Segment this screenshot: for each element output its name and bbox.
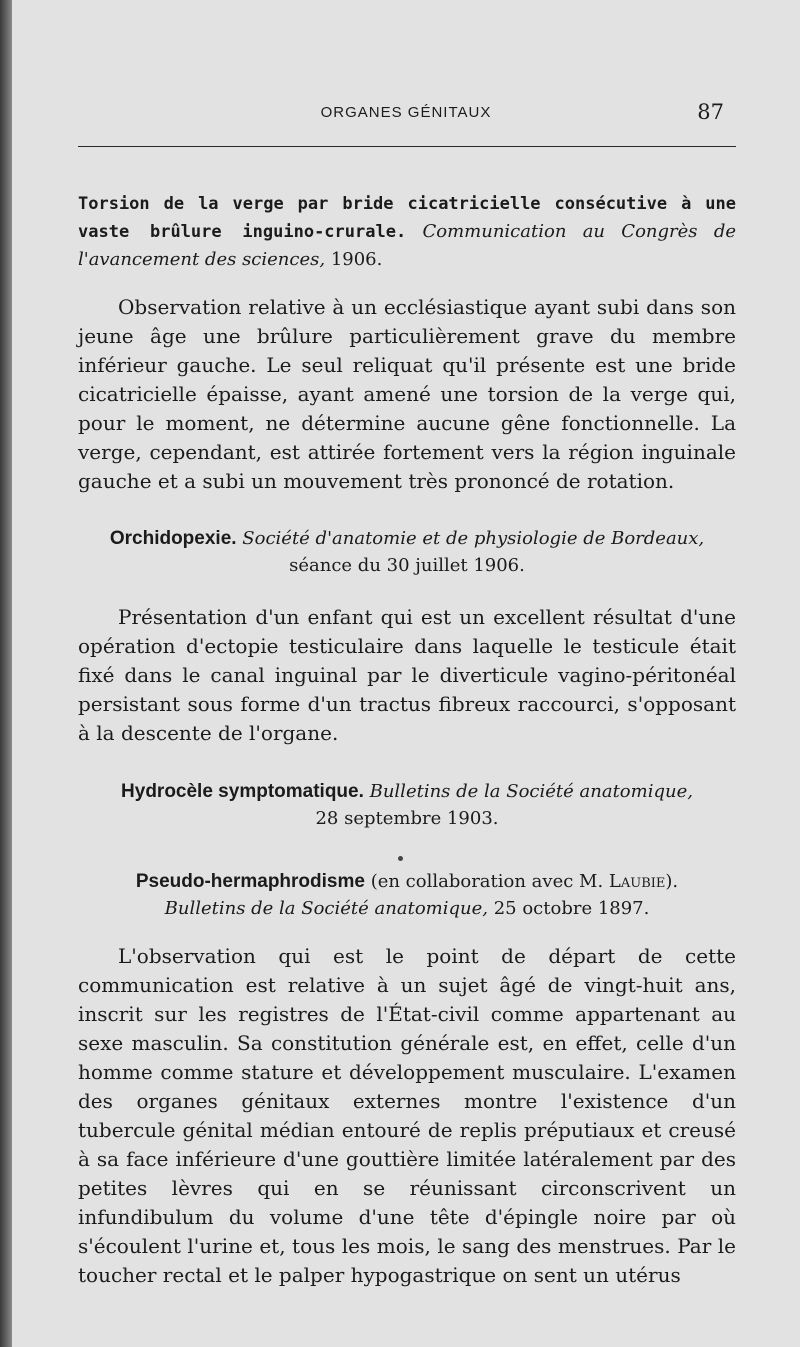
entry-date: 28 septembre 1903.: [315, 808, 499, 829]
entry-title-torsion: [78, 190, 736, 273]
header-rule: [78, 146, 736, 147]
collaborator-name: Laubie: [608, 871, 666, 892]
running-head: [12, 100, 800, 130]
entry-paragraph: Présentation d'un enfant qui est un excellent résultat d'une opération d'ectopie testiculaire dans laquelle le testicule était fixé dans le canal inguinal par le diverticule vagino-péritonéal persistant sous forme d'un tractus fibreux raccourci, s'opposant à la descente de l'organe.: [78, 605, 736, 745]
entry-heading: Orchidopexie.: [109, 528, 237, 549]
book-page: [12, 0, 800, 1347]
entry-heading: Hydrocèle symptomatique.: [121, 781, 364, 802]
entry-year: 1906.: [330, 249, 383, 270]
page-edge-shadow: [0, 0, 12, 1347]
entry-title-hydrocele: [78, 778, 736, 832]
page-content: [78, 190, 736, 1290]
entry-citation: Communication au Congrès de l'avancement des sciences,: [78, 221, 736, 270]
entry-heading: Torsion de la verge par bride cicatricielle consécutive à une vaste brûlure inguino-crurale.: [78, 194, 736, 242]
entry-date: séance du 30 juillet 1906.: [289, 555, 525, 576]
collaboration-suffix: ).: [665, 871, 679, 892]
entry-date: 25 octobre 1897.: [493, 898, 650, 919]
entry-citation: Bulletins de la Société anatomique,: [369, 781, 693, 802]
running-title: ORGANES GÉNITAUX: [320, 104, 492, 121]
entry-title-orchidopexie: [78, 525, 736, 579]
entry-paragraph: L'observation qui est le point de départ de cette communication est relative à un sujet âgé de vingt-huit ans, inscrit sur les registres de l'État-civil comme appartenant au sexe masculin. Sa constitution générale est, en effet, celle d'un homme comme stature et développement musculaire. L'examen des organes génitaux externes montre l'existence d'un tubercule génital médian entouré de replis préputiaux et creusé à sa face inférieure d'une gouttière limitée latéralement par des petites lèvres qui en se réunissant circonscrivent un infundibulum du volume d'une tête d'épingle noire par où s'écoulent l'urine et, tous les mois, le sang des menstrues. Par le toucher rectal et le palper hypogastrique on sent un utérus: [78, 944, 736, 1287]
entry-citation: Société d'anatomie et de physiologie de Bordeaux,: [242, 528, 705, 549]
entry-title-pseudo-hermaphrodisme: [78, 868, 736, 922]
entry-paragraph: Observation relative à un ecclésiastique ayant subi dans son jeune âge une brûlure particulièrement grave du membre inférieur gauche. Le seul reliquat qu'il présente est une bride cicatricielle épaisse, ayant amené une torsion de la verge qui, pour le moment, ne détermine aucune gêne fonctionnelle. La verge, cependant, est attirée fortement vers la région inguinale gauche et a subi un mouvement très prononcé de rotation.: [78, 295, 736, 493]
entry-citation: Bulletins de la Société anatomique,: [164, 898, 488, 919]
collaboration-prefix: (en collaboration avec M.: [370, 871, 604, 892]
entry-heading: Pseudo-hermaphrodisme: [135, 871, 365, 892]
page-number: 87: [697, 100, 724, 124]
